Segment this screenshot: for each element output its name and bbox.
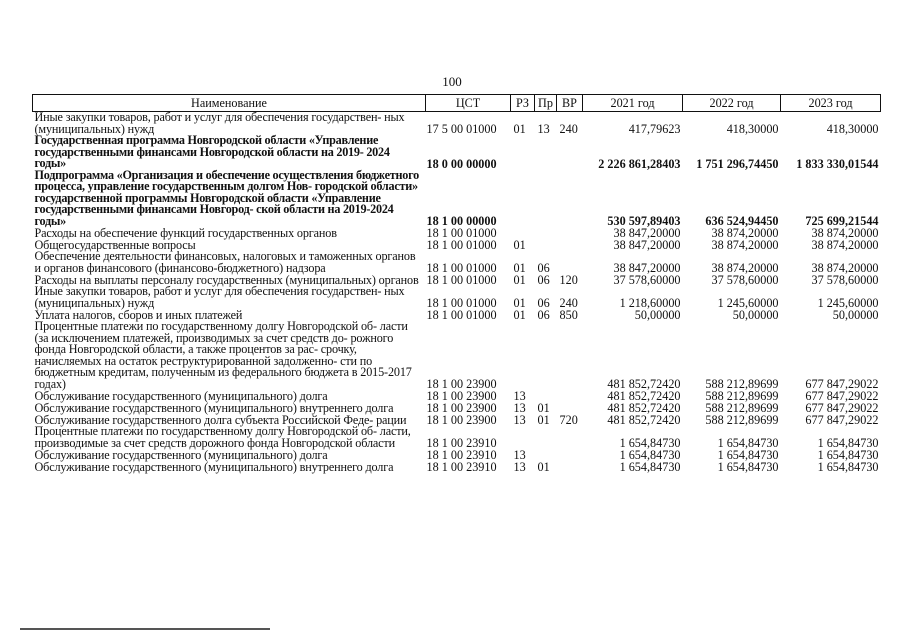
cell-y2023: 418,30000 [826,122,879,136]
cell-name: Государственная программа Новгородской области «Управление государственными финансами Новгородской области на 2019- 2024 годы» [34,133,390,170]
cell-vr: 240 [559,122,578,136]
cell-y2021: 38 847,20000 [613,226,681,240]
cell-vr [557,461,583,473]
cell-name: Иные закупки товаров, работ и услуг для обеспечения государствен- ных (муниципальных) нужд [34,284,405,310]
budget-table [32,94,881,473]
cell-y2023: 1 245,60000 [817,296,879,310]
cell-name: Обслуживание государственного долга субъекта Российской Феде- рации [34,412,407,427]
cell-y2021: 1 654,84730 [619,448,681,462]
cell-vr [557,170,583,228]
cell-y2022: 1 654,84730 [717,448,779,462]
header-pr: Пр [535,95,557,112]
cell-y2022: 418,30000 [726,122,779,136]
cell-rz [511,426,535,449]
cell-y2022: 588 212,89699 [705,389,779,403]
cell-cst: 18 1 00 01000 [426,226,497,240]
cell-pr: 06 [537,296,550,310]
cell-y2023: 677 847,29022 [805,413,879,427]
cell-y2022: 1 654,84730 [717,460,779,474]
cell-name: Иные закупки товаров, работ и услуг для обеспечения государствен- ных (муниципальных) нужд [34,110,405,136]
header-rz: РЗ [511,95,535,112]
cell-vr [557,449,583,461]
cell-y2023: 677 847,29022 [805,377,879,391]
cell-y2023: 50,00000 [832,308,879,322]
table-row [33,135,881,170]
cell-cst: 18 1 00 23910 [426,448,497,462]
cell-vr [557,227,583,239]
table-row [33,251,881,274]
cell-pr [535,170,557,228]
cell-y2021: 1 218,60000 [619,296,681,310]
cell-rz: 13 [513,460,526,474]
cell-name: Обслуживание государственного (муниципального) внутреннего долга [34,400,394,415]
header-2023: 2023 год [781,95,881,112]
cell-vr [557,251,583,274]
cell-y2023: 38 874,20000 [811,261,879,275]
cell-cst: 18 1 00 01000 [426,261,497,275]
cell-rz: 01 [513,273,526,287]
cell-cst: 18 0 00 00000 [426,156,497,171]
cell-cst: 18 1 00 01000 [426,296,497,310]
cell-vr [557,321,583,390]
cell-y2023: 677 847,29022 [805,401,879,415]
cell-y2022: 38 874,20000 [711,261,779,275]
cell-rz: 13 [513,389,526,403]
cell-pr [535,321,557,390]
cell-name: Расходы на обеспечение функций государственных органов [34,225,337,240]
cell-rz: 13 [513,448,526,462]
cell-rz [511,135,535,170]
cell-rz: 13 [513,401,526,415]
cell-pr: 01 [537,413,550,427]
cell-cst: 18 1 00 23910 [426,460,497,474]
cell-y2022: 588 212,89699 [705,413,779,427]
cell-y2021: 2 226 861,28403 [598,156,681,171]
cell-y2022: 37 578,60000 [711,273,779,287]
cell-y2022: 38 874,20000 [711,226,779,240]
cell-name: Расходы на выплаты персоналу государственных (муниципальных) органов [34,272,419,287]
cell-y2023: 677 847,29022 [805,389,879,403]
cell-y2021: 50,00000 [634,308,681,322]
table-row [33,170,881,228]
cell-cst: 18 1 00 23900 [426,401,497,415]
cell-cst: 18 1 00 01000 [426,308,497,322]
cell-rz: 13 [513,413,526,427]
cell-vr [557,135,583,170]
cell-vr: 120 [559,273,578,287]
cell-y2023: 1 833 330,01544 [796,156,879,171]
cell-y2021: 1 654,84730 [619,460,681,474]
cell-y2021: 481 852,72420 [607,413,681,427]
cell-y2022: 588 212,89699 [705,377,779,391]
cell-y2021: 481 852,72420 [607,401,681,415]
header-vr: ВР [557,95,583,112]
cell-cst: 17 5 00 01000 [426,122,497,136]
table-row [33,112,881,136]
cell-y2023: 725 699,21544 [805,214,879,228]
cell-y2021: 530 597,89403 [607,214,681,228]
cell-name: Обслуживание государственного (муниципального) долга [34,447,328,462]
cell-rz: 01 [513,122,526,136]
cell-y2023: 1 654,84730 [817,460,879,474]
cell-cst: 18 1 00 23900 [426,413,497,427]
cell-rz: 01 [513,308,526,322]
cell-vr [557,390,583,402]
footer-divider [20,628,270,630]
cell-vr [557,426,583,449]
cell-y2022: 1 654,84730 [717,436,779,450]
cell-pr: 01 [537,460,550,474]
cell-pr [535,227,557,239]
cell-y2021: 37 578,60000 [613,273,681,287]
cell-pr: 06 [537,261,550,275]
cell-cst: 18 1 00 00000 [426,214,497,228]
cell-y2022: 1 245,60000 [717,296,779,310]
cell-pr [535,426,557,449]
cell-name: Обеспечение деятельности финансовых, налоговых и таможенных органов и органов финансового (финансово-бюджетного) надзора [34,249,416,275]
cell-rz [511,321,535,390]
cell-y2022: 636 524,94450 [705,214,779,228]
table-body [33,112,881,474]
cell-y2022: 38 874,20000 [711,238,779,252]
cell-rz [511,170,535,228]
cell-y2021: 481 852,72420 [607,377,681,391]
cell-vr: 240 [559,296,578,310]
cell-cst: 18 1 00 23910 [426,436,497,450]
cell-rz: 01 [513,238,526,252]
table-row [33,426,881,449]
cell-y2021: 38 847,20000 [613,261,681,275]
cell-rz: 01 [513,296,526,310]
cell-cst: 18 1 00 01000 [426,238,497,252]
cell-pr: 06 [537,273,550,287]
page-number: 100 [442,74,462,89]
cell-y2021: 417,79623 [628,122,681,136]
cell-y2022: 588 212,89699 [705,401,779,415]
cell-pr: 01 [537,401,550,415]
cell-y2021: 1 654,84730 [619,436,681,450]
cell-vr: 720 [559,413,578,427]
cell-name: Обслуживание государственного (муниципального) внутреннего долга [34,459,394,474]
cell-pr [535,239,557,251]
cell-y2022: 50,00000 [732,308,779,322]
cell-pr: 13 [537,122,550,136]
cell-y2023: 1 654,84730 [817,448,879,462]
cell-y2022: 1 751 296,74450 [696,156,779,171]
table-row [33,321,881,390]
cell-y2021: 38 847,20000 [613,238,681,252]
table-header-row [33,95,881,112]
cell-pr: 06 [537,308,550,322]
cell-name: Процентные платежи по государственному долгу Новгородской об- ласти (за исключением платежей, производимых за счет средств до- рожного фонда Новгородской области, а также процентов за рас- срочку, начисляемых на остаток реструктурированной задолженно- сти по бюджетным кредитам, полученным из федерального бюджета в 2015-2017 годах) [34,319,412,391]
header-name: Наименование [33,95,426,112]
cell-y2023: 1 654,84730 [817,436,879,450]
cell-cst: 18 1 00 23900 [426,389,497,403]
cell-y2021: 481 852,72420 [607,389,681,403]
cell-y2023: 38 874,20000 [811,238,879,252]
cell-vr [557,239,583,251]
table-row [33,461,881,473]
cell-name: Общегосударственные вопросы [34,237,196,252]
cell-vr: 850 [559,308,578,322]
cell-cst: 18 1 00 01000 [426,273,497,287]
cell-name: Процентные платежи по государственному долгу Новгородской об- ласти, производимые за счет средств дорожного фонда Новгородской области [34,424,411,450]
table-row [33,286,881,309]
cell-name: Уплата налогов, сборов и иных платежей [34,307,243,322]
cell-y2023: 38 874,20000 [811,226,879,240]
cell-name: Обслуживание государственного (муниципального) долга [34,388,328,403]
header-2021: 2021 год [583,95,683,112]
header-2022: 2022 год [683,95,781,112]
cell-cst: 18 1 00 23900 [426,377,497,391]
cell-pr [535,135,557,170]
cell-name: Подпрограмма «Организация и обеспечение осуществления бюджетного процесса, управление государственным долгом Нов- городской области» государственной программы Новгородской области «Управление государственными финансами Новгород- ской области на 2019-2024 годы» [34,167,419,228]
cell-rz: 01 [513,261,526,275]
header-cst: ЦСТ [426,95,511,112]
cell-y2023: 37 578,60000 [811,273,879,287]
